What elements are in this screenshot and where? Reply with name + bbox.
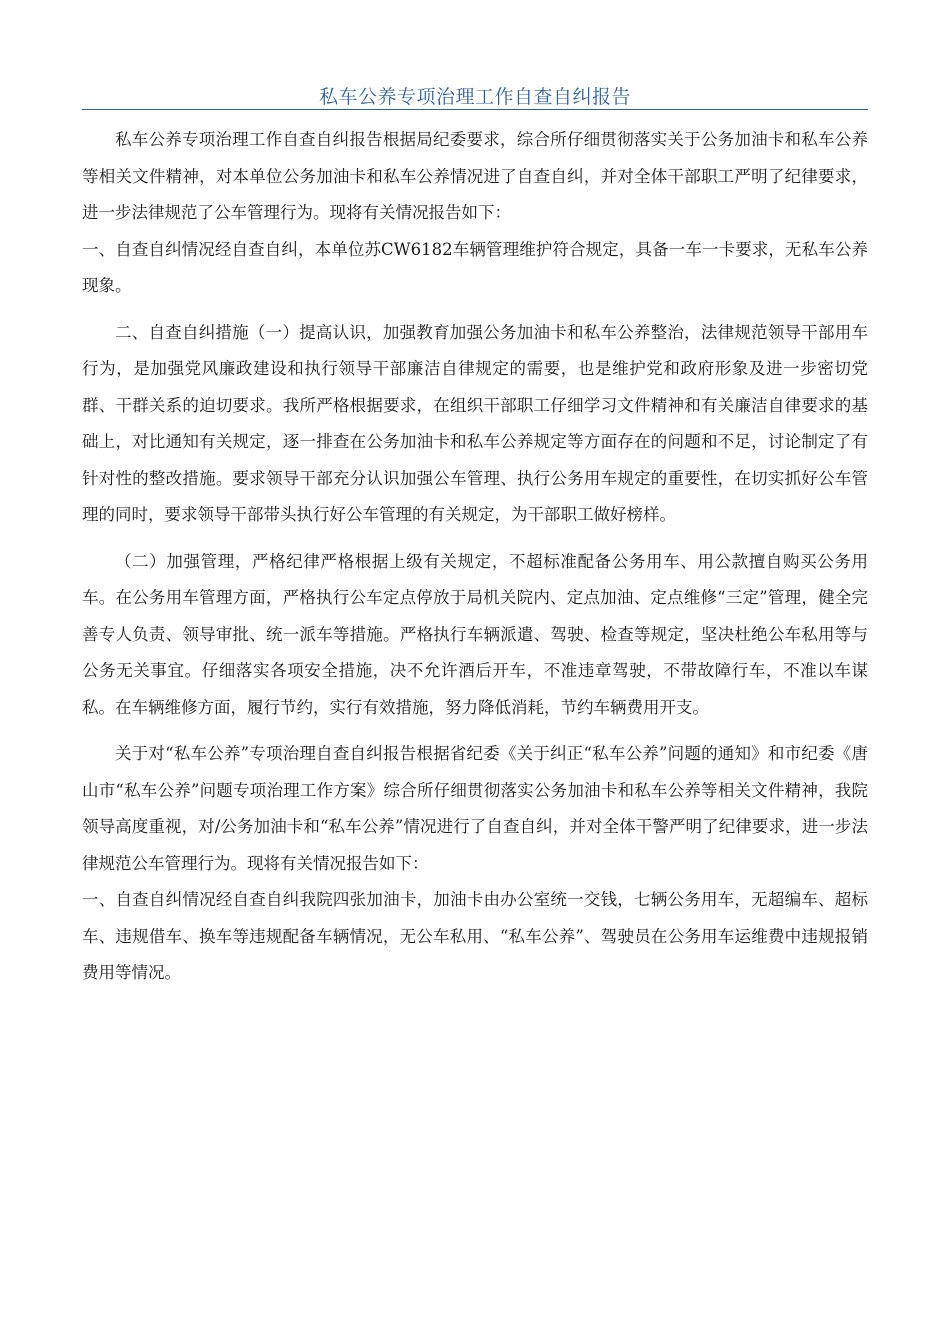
paragraph-section-1: 一、自查自纠情况经自查自纠，本单位苏CW6182车辆管理维护符合规定，具备一车一卡要求，无私车公养现象。: [82, 239, 868, 295]
title-underline: [82, 109, 868, 110]
document-title: 私车公养专项治理工作自查自纠报告: [318, 86, 631, 108]
paragraph-section-2-sub: （二）加强管理，严格纪律严格根据上级有关规定，不超标准配备公务用车、用公款擅自购买公务用车。在公务用车管理方面，严格执行公车定点停放于局机关院内、定点加油、定点维修“三定”管理，健全完善专人负责、领导审批、统一派车等措施。严格执行车辆派遣、驾驶、检查等规定，坚决杜绝公车私用等与公务无关事宜。仔细落实各项安全措施，决不允许酒后开车，不准违章驾驶，不带故障行车，不准以车谋私。在车辆维修方面，履行节约，实行有效措施，努力降低消耗，节约车辆费用开支。: [82, 551, 868, 717]
paragraph-section-2: 二、自查自纠措施（一）提高认识，加强教育加强公务加油卡和私车公养整治，法律规范领导干部用车行为，是加强党风廉政建设和执行领导干部廉洁自律规定的需要，也是维护党和政府形象及进一步密切党群、干群关系的迫切要求。我所严格根据要求，在组织干部职工仔细学习文件精神和有关廉洁自律要求的基础上，对比通知有关规定，逐一排查在公务加油卡和私车公养规定等方面存在的问题和不足，讨论制定了有针对性的整改措施。要求领导干部充分认识加强公车管理、执行公务用车规定的重要性，在切实抓好公车管理的同时，要求领导干部带头执行好公车管理的有关规定，为干部职工做好榜样。: [82, 322, 868, 524]
paragraph-intro: 私车公养专项治理工作自查自纠报告根据局纪委要求，综合所仔细贯彻落实关于公务加油卡和私车公养等相关文件精神，对本单位公务加油卡和私车公养情况进了自查自纠，并对全体干部职工严明了纪律要求，进一步法律规范了公车管理行为。现将有关情况报告如下：: [82, 130, 868, 222]
paragraph-second-report-section-1: 一、自查自纠情况经自查自纠我院四张加油卡，加油卡由办公室统一交钱，七辆公务用车，无超编车、超标车、违规借车、换车等违规配备车辆情况，无公车私用、“私车公养”、驾驶员在公务用车运维费中违规报销费用等情况。: [82, 890, 868, 982]
paragraph-second-report-intro: 关于对“私车公养”专项治理自查自纠报告根据省纪委《关于纠正“私车公养”问题的通知》和市纪委《唐山市“私车公养”问题专项治理工作方案》综合所仔细贯彻落实公务加油卡和私车公养等相关文件精神，我院领导高度重视，对/公务加油卡和“私车公养”情况进行了自查自纠，并对全体干警严明了纪律要求，进一步法律规范公车管理行为。现将有关情况报告如下：: [82, 744, 868, 873]
document-body: [82, 122, 868, 992]
